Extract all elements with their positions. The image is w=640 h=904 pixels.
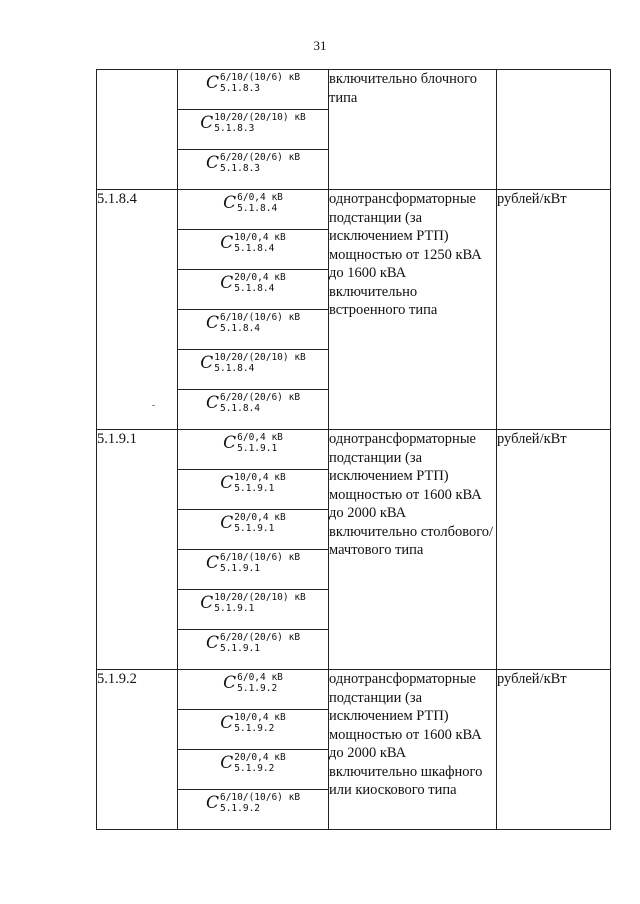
item-description: однотрансформаторные подстанции (за исключением РТП) мощностью от 1600 кВА до 2000 кВА включительно столбового/мачтового типа [329, 430, 497, 670]
formula-expression [200, 590, 306, 614]
formula-subscript: 5.1.9.2 [234, 763, 275, 774]
formula-superscript: 20/0,4 кВ [234, 272, 286, 283]
formula-subscript: 5.1.9.2 [237, 683, 278, 694]
formula-superscript: 6/0,4 кВ [237, 432, 283, 443]
formula-subscript: 5.1.8.3 [219, 163, 261, 174]
formula-symbol: C [200, 352, 214, 373]
formula-indices [237, 192, 283, 214]
formula-subscript: 5.1.8.4 [234, 283, 275, 294]
formula-indices [234, 712, 285, 734]
formula-superscript: 10/0,4 кВ [234, 472, 286, 483]
item-unit [497, 70, 611, 190]
rate-formula [178, 750, 329, 790]
formula-indices [214, 352, 306, 374]
item-code: 5.1.9.1 [97, 430, 178, 670]
formula-expression [200, 110, 306, 134]
formula-subscript: 5.1.9.2 [219, 803, 261, 814]
table-row [97, 430, 611, 470]
item-unit: рублей/кВт [497, 190, 611, 430]
formula-superscript: 10/0,4 кВ [234, 232, 286, 243]
formula-expression [206, 70, 300, 94]
formula-symbol: C [205, 72, 219, 93]
rate-formula [178, 430, 329, 470]
formula-indices [234, 512, 285, 534]
table-row [97, 190, 611, 230]
formula-indices [220, 72, 300, 94]
formula-indices [220, 152, 300, 174]
item-description: включительно блочного типа [329, 70, 497, 190]
formula-indices [220, 312, 300, 334]
formula-superscript: 6/20/(20/6) кВ [219, 632, 301, 643]
formula-superscript: 6/0,4 кВ [237, 192, 283, 203]
formula-expression [206, 550, 300, 574]
formula-indices [234, 272, 285, 294]
formula-superscript: 6/10/(10/6) кВ [219, 552, 301, 563]
formula-indices [214, 592, 306, 614]
formula-symbol: C [200, 112, 214, 133]
formula-expression [206, 790, 300, 814]
formula-superscript: 10/0,4 кВ [234, 712, 286, 723]
formula-symbol: C [223, 672, 237, 693]
formula-expression [220, 710, 286, 734]
formula-superscript: 10/20/(20/10) кВ [214, 112, 306, 123]
rate-formula [178, 710, 329, 750]
rate-formula [178, 310, 329, 350]
formula-symbol: C [205, 152, 219, 173]
item-unit: рублей/кВт [497, 670, 611, 830]
formula-indices [237, 672, 283, 694]
formula-symbol: C [220, 512, 234, 533]
rate-formula [178, 350, 329, 390]
rate-formula [178, 550, 329, 590]
formula-superscript: 6/0,4 кВ [237, 672, 283, 683]
formula-indices [234, 232, 285, 254]
formula-indices [220, 792, 300, 814]
formula-superscript: 20/0,4 кВ [234, 512, 286, 523]
rate-formula [178, 190, 329, 230]
formula-superscript: 6/10/(10/6) кВ [219, 312, 301, 323]
formula-expression [200, 350, 306, 374]
formula-subscript: 5.1.9.2 [234, 723, 275, 734]
page-number: 31 [313, 38, 327, 53]
formula-symbol: C [220, 752, 234, 773]
formula-symbol: C [205, 392, 219, 413]
formula-subscript: 5.1.9.1 [234, 483, 275, 494]
formula-subscript: 5.1.9.1 [214, 603, 255, 614]
formula-subscript: 5.1.8.4 [234, 243, 275, 254]
formula-symbol: C [200, 592, 214, 613]
tariff-table-body [97, 70, 611, 830]
formula-symbol: C [205, 312, 219, 333]
formula-indices [234, 472, 285, 494]
item-code: 5.1.9.2 [97, 670, 178, 830]
scan-speck [152, 405, 155, 406]
formula-subscript: 5.1.9.1 [237, 443, 278, 454]
formula-expression [206, 310, 300, 334]
formula-expression [220, 750, 286, 774]
formula-indices [220, 632, 300, 654]
item-description: однотрансформаторные подстанции (за исключением РТП) мощностью от 1600 кВА до 2000 кВА включительно шкафного или киоскового типа [329, 670, 497, 830]
item-code [97, 70, 178, 190]
table-row [97, 70, 611, 110]
formula-expression [206, 150, 300, 174]
formula-subscript: 5.1.8.3 [219, 83, 261, 94]
rate-formula [178, 270, 329, 310]
formula-subscript: 5.1.8.4 [219, 323, 261, 334]
rate-formula [178, 150, 329, 190]
formula-symbol: C [223, 192, 237, 213]
formula-superscript: 6/20/(20/6) кВ [219, 392, 301, 403]
formula-subscript: 5.1.8.4 [214, 363, 255, 374]
formula-symbol: C [223, 432, 237, 453]
item-unit: рублей/кВт [497, 430, 611, 670]
item-description: однотрансформаторные подстанции (за исключением РТП) мощностью от 1250 кВА до 1600 кВА включительно встроенного типа [329, 190, 497, 430]
rate-formula [178, 510, 329, 550]
formula-symbol: C [205, 552, 219, 573]
formula-symbol: C [220, 472, 234, 493]
formula-expression [220, 230, 286, 254]
formula-indices [220, 392, 300, 414]
formula-superscript: 20/0,4 кВ [234, 752, 286, 763]
formula-indices [234, 752, 285, 774]
formula-expression [223, 190, 283, 214]
formula-subscript: 5.1.9.1 [219, 563, 261, 574]
formula-symbol: C [205, 792, 219, 813]
formula-superscript: 10/20/(20/10) кВ [214, 352, 306, 363]
formula-expression [220, 470, 286, 494]
formula-subscript: 5.1.9.1 [219, 643, 261, 654]
formula-symbol: C [220, 232, 234, 253]
rate-formula [178, 470, 329, 510]
rate-formula [178, 670, 329, 710]
formula-superscript: 6/10/(10/6) кВ [219, 792, 301, 803]
item-code: 5.1.8.4 [97, 190, 178, 430]
rate-formula [178, 590, 329, 630]
rate-formula [178, 390, 329, 430]
rate-formula [178, 790, 329, 830]
formula-expression [206, 390, 300, 414]
rate-formula [178, 110, 329, 150]
formula-symbol: C [220, 712, 234, 733]
formula-expression [223, 430, 283, 454]
formula-indices [220, 552, 300, 574]
formula-subscript: 5.1.8.4 [219, 403, 261, 414]
tariff-table [96, 69, 611, 830]
formula-superscript: 6/20/(20/6) кВ [219, 152, 301, 163]
rate-formula [178, 70, 329, 110]
rate-formula [178, 630, 329, 670]
formula-expression [220, 270, 286, 294]
formula-expression [220, 510, 286, 534]
table-row [97, 670, 611, 710]
formula-superscript: 6/10/(10/6) кВ [219, 72, 301, 83]
formula-subscript: 5.1.8.4 [237, 203, 278, 214]
formula-subscript: 5.1.9.1 [234, 523, 275, 534]
formula-symbol: C [205, 632, 219, 653]
formula-indices [237, 432, 283, 454]
rate-formula [178, 230, 329, 270]
formula-expression [223, 670, 283, 694]
formula-symbol: C [220, 272, 234, 293]
formula-indices [214, 112, 306, 134]
formula-expression [206, 630, 300, 654]
formula-subscript: 5.1.8.3 [214, 123, 255, 134]
formula-superscript: 10/20/(20/10) кВ [214, 592, 306, 603]
